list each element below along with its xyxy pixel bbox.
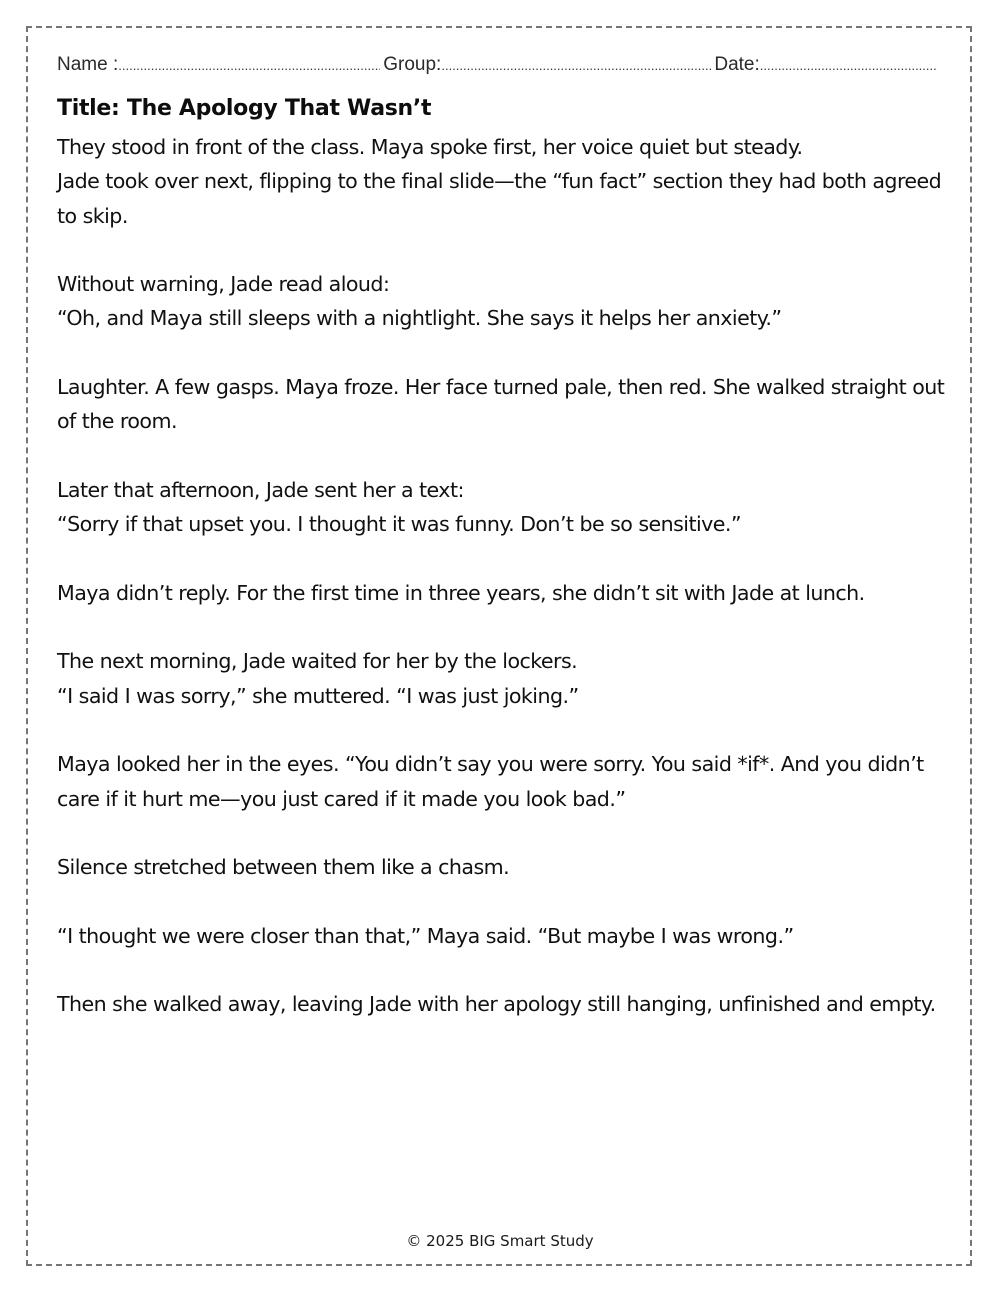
story-line: “I said I was sorry,” she muttered. “I was just joking.”: [57, 683, 579, 708]
paragraph-5: [57, 576, 952, 610]
story-line: Later that afternoon, Jade sent her a text:: [57, 477, 464, 502]
paragraph-8: [57, 850, 952, 884]
paragraph-10: [57, 987, 952, 1021]
paragraph-3: [57, 370, 952, 439]
story-line: Then she walked away, leaving Jade with her apology still hanging, unfinished and empty.: [57, 992, 936, 1017]
story-line: The next morning, Jade waited for her by the lockers.: [57, 649, 578, 674]
date-field[interactable]: [760, 58, 938, 73]
student-info-line: [57, 54, 947, 76]
paragraph-7: [57, 747, 952, 816]
story-line: They stood in front of the class. Maya spoke first, her voice quiet but steady.: [57, 135, 803, 159]
paragraph-1: [57, 130, 952, 233]
story-line: Laughter. A few gasps. Maya froze. Her face turned pale, then red. She walked straight out of the room.: [57, 375, 945, 434]
story-line: Maya didn’t reply. For the first time in three years, she didn’t sit with Jade at lunch.: [57, 580, 865, 605]
group-field[interactable]: [441, 58, 711, 73]
paragraph-9: [57, 919, 952, 953]
story-line: Jade took over next, flipping to the final slide—the “fun fact” section they had both agreed to skip.: [57, 169, 942, 228]
story-line: “Sorry if that upset you. I thought it was funny. Don’t be so sensitive.”: [57, 512, 742, 537]
story-line: Silence stretched between them like a chasm.: [57, 855, 510, 880]
story-line: Maya looked her in the eyes. “You didn’t say you were sorry. You said *if*. And you didn’t care if it hurt me—you just cared if it made you look bad.”: [57, 752, 924, 811]
story-line: Without warning, Jade read aloud:: [57, 272, 390, 297]
story-line: “I thought we were closer than that,” Maya said. “But maybe I was wrong.”: [57, 923, 794, 948]
name-field[interactable]: [118, 58, 380, 73]
paragraph-6: [57, 644, 952, 713]
copyright-footer: © 2025 BIG Smart Study: [406, 1232, 594, 1250]
group-label: Group:: [383, 54, 442, 75]
story-line: “Oh, and Maya still sleeps with a nightlight. She says it helps her anxiety.”: [57, 306, 782, 331]
story-title: Title: The Apology That Wasn’t: [57, 96, 432, 121]
name-label: Name :: [57, 54, 119, 75]
paragraph-2: [57, 267, 952, 336]
date-label: Date:: [714, 54, 760, 75]
paragraph-4: [57, 473, 952, 542]
story-body: [57, 130, 952, 1056]
